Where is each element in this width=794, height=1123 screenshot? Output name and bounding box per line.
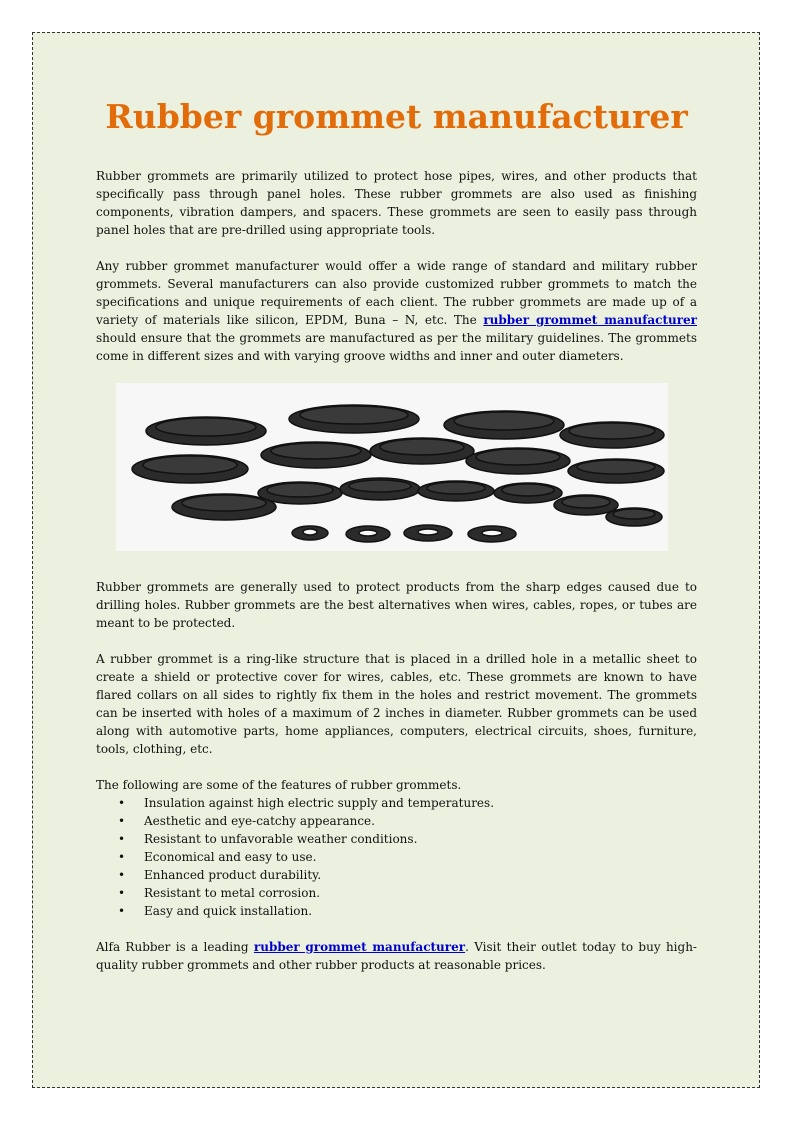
bullet-icon: • bbox=[118, 796, 126, 810]
paragraph-usage: Rubber grommets are generally used to protect products from the sharp edges caused due to drilling holes. Rubber grommets are the best alternatives when wires, cables, ropes, or tubes are meant to be protected. bbox=[96, 580, 697, 630]
list-item: • Economical and easy to use. bbox=[118, 850, 317, 864]
image-container bbox=[96, 383, 697, 556]
grommets-illustration bbox=[116, 383, 668, 551]
list-item: • Resistant to unfavorable weather conditions. bbox=[118, 832, 418, 846]
list-item: • Aesthetic and eye-catchy appearance. bbox=[118, 814, 375, 828]
paragraph-closing bbox=[96, 938, 697, 974]
document-body bbox=[96, 95, 697, 992]
features-intro: The following are some of the features of rubber grommets. bbox=[96, 778, 462, 792]
paragraph-text: . Visit their outlet today to buy high-quality rubber grommets and other rubber products at reasonable prices. bbox=[96, 940, 697, 972]
list-item: • Easy and quick installation. bbox=[118, 904, 313, 918]
list-item: • Insulation against high electric supply and temperatures. bbox=[118, 796, 495, 810]
paragraph-text: should ensure that the grommets are manufactured as per the military guidelines. The grommets come in different sizes and with varying groove widths and inner and outer diameters. bbox=[96, 331, 697, 363]
bullet-icon: • bbox=[118, 886, 126, 900]
paragraph-manufacturer bbox=[96, 257, 697, 365]
paragraph-intro: Rubber grommets are primarily utilized to protect hose pipes, wires, and other products that specifically pass through panel holes. These rubber grommets are also used as finishing components, vibration dampers, and spacers. These grommets are seen to easily pass through panel holes that are pre-drilled using appropriate tools. bbox=[96, 169, 697, 237]
bullet-icon: • bbox=[118, 832, 126, 846]
paragraph-structure: A rubber grommet is a ring-like structure that is placed in a drilled hole in a metallic sheet to create a shield or protective cover for wires, cables, etc. These grommets are known to have flared collars on all sides to rightly fix them in the holes and restrict movement. The grommets can be inserted with holes of a maximum of 2 inches in diameter. Rubber grommets can be used along with automotive parts, home appliances, computers, electrical circuits, shoes, furniture, tools, clothing, etc. bbox=[96, 652, 697, 756]
bullet-icon: • bbox=[118, 868, 126, 882]
paragraph-text: Alfa Rubber is a leading bbox=[96, 940, 254, 954]
grommets-photo bbox=[116, 383, 668, 551]
bullet-icon: • bbox=[118, 814, 126, 828]
manufacturer-link[interactable]: rubber grommet manufacturer bbox=[483, 313, 697, 327]
features-list bbox=[96, 794, 697, 920]
bullet-icon: • bbox=[118, 850, 126, 864]
page-title: Rubber grommet manufacturer bbox=[105, 97, 688, 136]
list-item: • Resistant to metal corrosion. bbox=[118, 886, 321, 900]
bullet-icon: • bbox=[118, 904, 126, 918]
list-item: • Enhanced product durability. bbox=[118, 868, 322, 882]
closing-manufacturer-link[interactable]: rubber grommet manufacturer bbox=[253, 940, 466, 954]
paragraph-text: Any rubber grommet manufacturer would offer a wide range of standard and military rubber grommets. Several manufacturers can also provide customized rubber grommets to match the specifications and unique requirements of each client. The rubber grommets are made up of a variety of materials like silicon, EPDM, Buna – N, etc. The bbox=[96, 259, 697, 327]
